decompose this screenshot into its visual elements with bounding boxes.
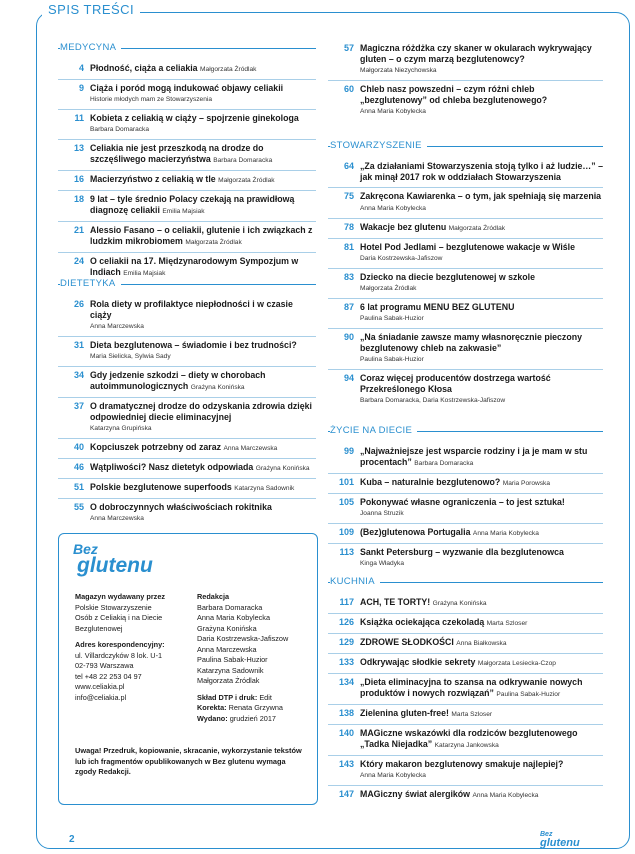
toc-page-number: 90 xyxy=(343,332,354,342)
toc-page-number: 83 xyxy=(343,272,354,282)
toc-page-number: 81 xyxy=(343,242,354,252)
toc-author: Anna Maria Kobylecka xyxy=(360,205,426,212)
toc-entry[interactable] xyxy=(328,674,603,705)
toc-entry-text xyxy=(360,617,603,629)
toc-article-title: Płodność, ciąża a celiakia xyxy=(90,63,198,73)
toc-page-number: 134 xyxy=(338,677,354,687)
toc-author: Anna Maria Kobylecka xyxy=(472,530,539,537)
toc-article-title: ACH, TE TORTY! xyxy=(360,597,431,607)
toc-article-title: „Za działaniami Stowarzyszenia stoją tylko i aż ludzie…” – jak minął 2017 rok w oddziałach Stowarzyszenia xyxy=(360,161,603,182)
toc-entry-text xyxy=(90,143,316,166)
toc-page-number: 60 xyxy=(343,84,354,94)
toc-article-title: Wątpliwości? Nasz dietetyk odpowiada xyxy=(90,462,254,472)
toc-article-title: Dieta bezglutenowa – świadomie i bez trudności? xyxy=(90,340,297,350)
toc-entry-text xyxy=(360,728,603,751)
editor-name: Małgorzata Żródlak xyxy=(197,676,260,685)
toc-entry-text xyxy=(90,442,316,454)
toc-entry[interactable] xyxy=(58,80,316,110)
toc-page-number: 87 xyxy=(343,302,354,312)
toc-author: Małgorzata Żródlak xyxy=(360,285,417,292)
toc-entry[interactable] xyxy=(58,337,316,367)
toc-author: Maria Porowska xyxy=(502,480,551,487)
toc-entry-text xyxy=(90,194,316,217)
toc-author: Katarzyna Jankowska xyxy=(434,742,499,749)
toc-entry[interactable] xyxy=(328,158,603,188)
toc-article-title: Magiczna różdżka czy skaner w okularach wykrywający gluten – o czym marzą bezglutenowcy? xyxy=(360,43,592,64)
toc-page-number: 40 xyxy=(73,442,84,452)
toc-article-title: (Bez)glutenowa Portugalia xyxy=(360,527,471,537)
toc-page-number: 143 xyxy=(338,759,354,769)
toc-entry-text xyxy=(360,161,603,183)
toc-entry-text xyxy=(360,222,603,234)
toc-entry[interactable] xyxy=(58,110,316,140)
toc-article-title: MAGiczne wskazówki dla rodziców bezglutenowego „Tadka Niejadka” xyxy=(360,728,578,749)
toc-article-title: Celiakia nie jest przeszkodą na drodze do szczęśliwego macierzyństwa xyxy=(90,143,264,164)
toc-entry[interactable] xyxy=(58,459,316,479)
toc-entry[interactable] xyxy=(328,81,603,121)
toc-page-number: 101 xyxy=(338,477,354,487)
toc-article-title: Zielenina gluten-free! xyxy=(360,708,449,718)
toc-article-title: Coraz więcej producentów dostrzega wartość Przekreślonego Kłosa xyxy=(360,373,551,394)
toc-article-title: Polskie bezglutenowe superfoods xyxy=(90,482,232,492)
toc-entry[interactable] xyxy=(328,40,603,81)
toc-entry[interactable] xyxy=(328,443,603,474)
editorial-heading: Redakcja xyxy=(197,592,230,601)
section-heading xyxy=(328,576,603,588)
toc-page-number: 13 xyxy=(73,143,84,153)
toc-author: Grażyna Konińska xyxy=(432,600,487,607)
toc-author: Małgorzata Żródlak xyxy=(185,239,242,246)
toc-page-number: 37 xyxy=(73,401,84,411)
website-link[interactable]: www.celiakia.pl xyxy=(75,682,125,691)
logo-bottom-text: glutenu xyxy=(77,554,153,577)
toc-author: Anna Maria Kobylecka xyxy=(360,772,426,779)
toc-entry[interactable] xyxy=(58,439,316,459)
toc-article-title: Zakręcona Kawiarenka – o tym, jak spełniają się marzenia xyxy=(360,191,602,201)
section-medycyna xyxy=(58,42,316,283)
toc-entry-text xyxy=(360,332,603,365)
toc-author: Joanna Struzik xyxy=(360,510,404,517)
toc-entry-text xyxy=(360,759,603,781)
toc-entry-text xyxy=(360,477,603,489)
proof-line xyxy=(197,703,309,714)
editorial-block xyxy=(197,592,309,724)
toc-author: Barbara Domaracka, Daria Kostrzewska-Jafiszow xyxy=(360,397,506,404)
toc-article-title: „Na śniadanie zawsze mamy własnoręcznie pieczony bezglutenowy chleb na zakwasie” xyxy=(360,332,582,353)
toc-author: Małgorzata Żródlak xyxy=(218,177,275,184)
publisher-block xyxy=(75,592,185,703)
editor-name: Daria Kostrzewska-Jafiszow xyxy=(197,634,289,643)
section-dietetyka xyxy=(58,278,316,528)
toc-page-number: 21 xyxy=(73,225,84,235)
magazine-info-box xyxy=(58,533,318,805)
magazine-logo xyxy=(73,542,153,576)
section-name: MEDYCYNA xyxy=(60,42,121,53)
page-number: 2 xyxy=(66,834,78,845)
toc-article-title: Dziecko na diecie bezglutenowej w szkole xyxy=(360,272,536,282)
toc-entry[interactable] xyxy=(328,544,603,573)
toc-entry[interactable] xyxy=(328,370,603,410)
toc-page-number: 51 xyxy=(73,482,84,492)
toc-entry-text xyxy=(360,446,603,469)
section-kuchnia xyxy=(328,576,603,805)
publisher-line: Osób z Celiakią i na Diecie xyxy=(75,613,163,622)
toc-article-title: Książka ociekająca czekoladą xyxy=(360,617,485,627)
toc-article-title: Pokonywać własne ograniczenia – to jest sztuka! xyxy=(360,497,565,507)
toc-author: Marta Szloser xyxy=(486,620,528,627)
toc-entry[interactable] xyxy=(58,191,316,222)
toc-author: Katarzyna Grupińska xyxy=(90,425,152,432)
toc-article-title: Który makaron bezglutenowy smakuje najlepiej? xyxy=(360,759,564,769)
editor-name: Paulina Sabak-Huzior xyxy=(197,655,268,664)
toc-page-number: 4 xyxy=(78,63,84,73)
toc-entry[interactable] xyxy=(58,479,316,499)
footer-logo-top: Bez xyxy=(540,831,553,838)
toc-article-title: „Najważniejsze jest wsparcie rodziny i ja je mam w stu procentach” xyxy=(360,446,588,467)
section-name: KUCHNIA xyxy=(330,576,380,587)
toc-entry-text xyxy=(360,597,603,609)
toc-article-title: O celiakii na 17. Międzynarodowym Sympozjum w Indiach xyxy=(90,256,299,277)
toc-author: Paulina Sabak-Huzior xyxy=(496,691,561,698)
toc-page-number: 126 xyxy=(338,617,354,627)
toc-article-title: Rola diety w profilaktyce niepłodności i w czasie ciąży xyxy=(90,299,293,320)
toc-entry[interactable] xyxy=(58,171,316,191)
email-link[interactable]: info@celiakia.pl xyxy=(75,692,127,702)
toc-author: Katarzyna Sadownik xyxy=(234,485,295,492)
toc-page-number: 140 xyxy=(338,728,354,738)
toc-page-number: 75 xyxy=(343,191,354,201)
toc-entry[interactable] xyxy=(58,499,316,528)
toc-page-number: 113 xyxy=(339,547,354,557)
toc-entry[interactable] xyxy=(58,60,316,80)
toc-entry-text xyxy=(90,299,316,332)
toc-author: Paulina Sabak-Huzior xyxy=(360,315,424,322)
toc-entry-text xyxy=(360,677,603,700)
toc-author: Małgorzata Niezychowska xyxy=(360,67,437,74)
toc-entry[interactable] xyxy=(58,140,316,171)
toc-article-title: ZDROWE SŁODKOŚCI xyxy=(360,637,454,647)
toc-page-number: 133 xyxy=(338,657,354,667)
toc-entry-text xyxy=(90,462,316,474)
editor-name: Grażyna Konińska xyxy=(197,623,257,633)
toc-author: Barbara Domaracka xyxy=(414,460,474,467)
toc-page-number: 57 xyxy=(343,43,354,53)
logo-top-text: Bez xyxy=(73,541,98,557)
toc-entry-text xyxy=(90,113,316,135)
toc-entry[interactable] xyxy=(328,725,603,756)
section-heading xyxy=(58,42,316,54)
publisher-heading: Magazyn wydawany przez xyxy=(75,592,166,601)
toc-article-title: Odkrywając słodkie sekrety xyxy=(360,657,476,667)
toc-author: Małgorzata Żródlak xyxy=(200,66,257,73)
toc-entry-text xyxy=(360,789,603,801)
toc-entry-text xyxy=(90,225,316,248)
toc-entry[interactable] xyxy=(328,756,603,786)
toc-article-title: Kuba – naturalnie bezglutenowo? xyxy=(360,477,501,487)
dtp-label: Skład DTP i druk: xyxy=(197,692,258,702)
toc-page-number: 26 xyxy=(73,299,84,309)
toc-article-title: Kobieta z celiakią w ciąży – spojrzenie ginekologa xyxy=(90,113,299,123)
toc-entry[interactable] xyxy=(328,188,603,219)
toc-article-title: MAGiczny świat alergików xyxy=(360,789,470,799)
toc-page-number: 46 xyxy=(73,462,84,472)
toc-page-number: 94 xyxy=(343,373,354,383)
toc-page-number: 24 xyxy=(73,256,84,266)
toc-entry-text xyxy=(360,497,603,519)
toc-article-title: Gdy jedzenie szkodzi – diety w chorobach autoimmunologicznych xyxy=(90,370,266,391)
toc-entry-text xyxy=(360,272,603,294)
toc-page-number: 105 xyxy=(338,497,354,507)
footer-logo xyxy=(536,830,584,848)
toc-author: Marta Szloser xyxy=(451,711,493,718)
section-continued xyxy=(328,40,603,121)
toc-entry[interactable] xyxy=(58,398,316,439)
address-line: ul. Villardczyków 8 lok. U-1 xyxy=(75,650,163,660)
toc-article-title: O dramatycznej drodze do odzyskania zdrowia dzięki odpowiedniej diecie eliminacyjnej xyxy=(90,401,312,422)
address-heading: Adres korespondencyjny: xyxy=(75,640,165,649)
section-heading xyxy=(58,278,316,290)
toc-author: Emilia Majsiak xyxy=(162,208,205,215)
toc-author: Anna Marczewska xyxy=(90,515,144,522)
toc-entry[interactable] xyxy=(328,329,603,370)
dtp-line xyxy=(197,693,309,704)
toc-page-number: 129 xyxy=(338,637,354,647)
toc-page-number: 117 xyxy=(339,597,354,607)
toc-entry-text xyxy=(360,547,603,569)
toc-entry-text xyxy=(360,373,603,406)
toc-article-title: Alessio Fasano – o celiakii, glutenie i ich związkach z ludzkim mikrobiomem xyxy=(90,225,313,246)
toc-author: Grażyna Konińska xyxy=(190,384,245,391)
editor-name: Anna Marczewska xyxy=(197,644,257,654)
toc-author: Anna Marczewska xyxy=(90,323,144,330)
toc-entry-text xyxy=(90,340,316,362)
toc-entry[interactable] xyxy=(58,296,316,337)
toc-entry-text xyxy=(90,174,316,186)
toc-entry[interactable] xyxy=(58,222,316,253)
toc-article-title: Sankt Petersburg – wyzwanie dla bezglutenowca xyxy=(360,547,564,557)
toc-entry[interactable] xyxy=(328,494,603,524)
publisher-line: Polskie Stowarzyszenie xyxy=(75,602,152,612)
section-heading xyxy=(328,140,603,152)
dtp-value: Edit xyxy=(259,692,272,702)
footer-logo-bottom: glutenu xyxy=(540,837,580,849)
toc-page-number: 9 xyxy=(78,83,84,93)
toc-entry-text xyxy=(90,256,316,279)
toc-article-title: O dobroczynnych właściwościach rokitnika xyxy=(90,502,272,512)
toc-entry[interactable] xyxy=(328,594,603,614)
toc-page-number: 31 xyxy=(73,340,84,350)
phone-line: tel +48 22 253 04 97 xyxy=(75,671,142,681)
toc-author: Anna Maria Kobylecka xyxy=(472,792,539,799)
toc-article-title: „Dieta eliminacyjna to szansa na odkrywanie nowych produktów i nowych rozwiązań” xyxy=(360,677,583,698)
section-heading xyxy=(328,425,603,437)
toc-entry-text xyxy=(360,527,603,539)
toc-entry[interactable] xyxy=(328,705,603,725)
toc-entry-text xyxy=(360,191,603,214)
editor-name: Anna Maria Kobylecka xyxy=(197,613,271,622)
toc-entry[interactable] xyxy=(328,269,603,299)
section-name: ŻYCIE NA DIECIE xyxy=(330,425,417,436)
toc-author: Grażyna Konińska xyxy=(255,465,310,472)
publisher-line: Bezglutenowej xyxy=(75,623,123,633)
toc-author: Anna Marczewska xyxy=(223,445,278,452)
toc-page-number: 78 xyxy=(343,222,354,232)
section-name: STOWARZYSZENIE xyxy=(330,140,427,151)
toc-entry-text xyxy=(360,637,603,649)
toc-article-title: Kopciuszek potrzebny od zaraz xyxy=(90,442,221,452)
toc-entry[interactable] xyxy=(328,634,603,654)
toc-page-number: 55 xyxy=(73,502,84,512)
toc-page-number: 109 xyxy=(338,527,354,537)
toc-author: Kinga Władyka xyxy=(360,560,404,567)
toc-author: Barbara Domaracka xyxy=(213,157,273,164)
toc-entry[interactable] xyxy=(58,367,316,398)
editor-name: Barbara Domaracka xyxy=(197,602,263,612)
toc-author: Anna Maria Kobylecka xyxy=(360,108,426,115)
toc-author: Historie młodych mam ze Stowarzyszenia xyxy=(90,96,213,103)
toc-entry-text xyxy=(360,242,603,264)
toc-author: Emilia Majsiak xyxy=(123,270,166,277)
toc-article-title: Ciąża i poród mogą indukować objawy celiakii xyxy=(90,83,284,93)
toc-entry[interactable] xyxy=(328,524,603,544)
editor-name: Katarzyna Sadownik xyxy=(197,665,264,675)
toc-entry-text xyxy=(90,482,316,494)
toc-page-number: 99 xyxy=(343,446,354,456)
toc-author: Barbara Domaracka xyxy=(90,126,150,133)
toc-entry[interactable] xyxy=(328,786,603,805)
toc-page-number: 18 xyxy=(73,194,84,204)
proof-value: Renata Grzywna xyxy=(228,703,283,712)
toc-entry[interactable] xyxy=(328,654,603,674)
toc-entry-text xyxy=(360,84,603,117)
copyright-notice: Uwaga! Przedruk, kopiowanie, skracanie, wykorzystanie tekstów lub ich fragmentów opublikowanych w Bez glutenu wymaga zgody Redakcji. xyxy=(75,746,302,776)
section-name: DIETETYKA xyxy=(60,278,121,289)
issue-value: grudzień 2017 xyxy=(229,713,276,723)
toc-entry-text xyxy=(360,657,603,669)
toc-article-title: Macierzyństwo z celiakią w tle xyxy=(90,174,216,184)
toc-page-number: 64 xyxy=(343,161,354,171)
toc-entry-text xyxy=(90,83,316,105)
toc-entry-text xyxy=(360,302,603,324)
proof-label: Korekta: xyxy=(197,703,227,712)
toc-author: Anna Białkowska xyxy=(456,640,507,647)
toc-page-number: 11 xyxy=(74,113,84,123)
toc-page-number: 147 xyxy=(338,789,354,799)
toc-author: Paulina Sabak-Huzior xyxy=(360,356,424,363)
toc-article-title: 9 lat – tyle średnio Polacy czekają na prawidłową diagnozę celiakii xyxy=(90,194,295,215)
toc-author: Maria Sielicka, Sylwia Sady xyxy=(90,353,171,360)
address-line: 02-793 Warszawa xyxy=(75,661,134,670)
toc-entry-text xyxy=(90,401,316,434)
section-stowarzyszenie xyxy=(328,140,603,410)
toc-entry[interactable] xyxy=(328,239,603,269)
toc-article-title: Wakacje bez glutenu xyxy=(360,222,447,232)
toc-entry-text xyxy=(360,43,603,76)
toc-entry-text xyxy=(90,63,316,75)
issue-label: Wydano: xyxy=(197,713,228,723)
toc-page-number: 34 xyxy=(73,370,84,380)
toc-article-title: Chleb nasz powszedni – czym różni chleb „bezglutenowy” od chleba bezglutenowego? xyxy=(360,84,548,105)
issue-line xyxy=(197,714,309,725)
toc-entry[interactable] xyxy=(328,614,603,634)
toc-author: Małgorzata Żródlak xyxy=(448,225,506,232)
toc-article-title: Hotel Pod Jedlami – bezglutenowe wakacje w Wiśle xyxy=(360,242,576,252)
toc-entry-text xyxy=(90,502,316,524)
toc-entry[interactable] xyxy=(328,299,603,329)
toc-article-title: 6 lat programu MENU BEZ GLUTENU xyxy=(360,302,515,312)
toc-entry-text xyxy=(90,370,316,393)
toc-author: Daria Kostrzewska-Jafiszow xyxy=(360,255,443,262)
toc-entry[interactable] xyxy=(328,474,603,494)
toc-page-number: 138 xyxy=(338,708,354,718)
toc-entry[interactable] xyxy=(328,219,603,239)
toc-author: Małgorzata Lesiecka-Czop xyxy=(477,660,556,667)
toc-page-number: 16 xyxy=(73,174,84,184)
page-title: SPIS TREŚCI xyxy=(42,2,140,17)
section-zycie-na-diecie xyxy=(328,425,603,573)
toc-entry-text xyxy=(360,708,603,720)
